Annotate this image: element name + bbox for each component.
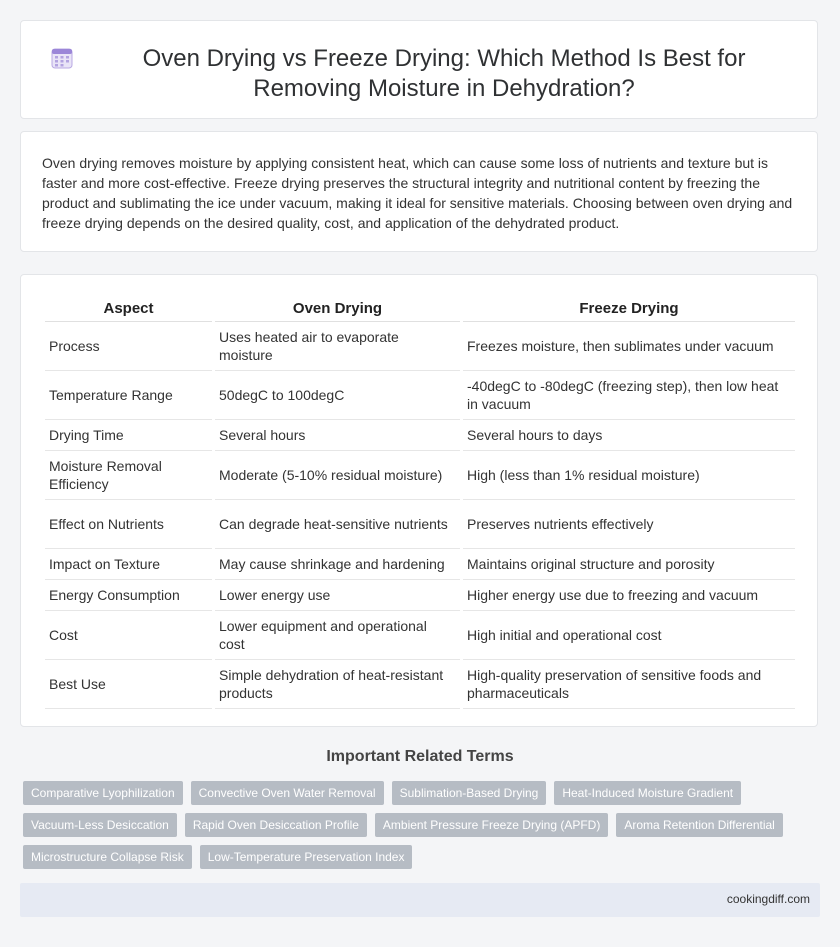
table-header-row bbox=[45, 295, 795, 322]
table-row bbox=[45, 580, 795, 611]
footer-site-link[interactable]: cookingdiff.com bbox=[726, 892, 810, 906]
table-cell: Several hours bbox=[215, 420, 460, 451]
related-term-tag[interactable]: Heat-Induced Moisture Gradient bbox=[554, 781, 741, 805]
table-cell: May cause shrinkage and hardening bbox=[215, 549, 460, 580]
comparison-table-card bbox=[20, 274, 818, 727]
table-row bbox=[45, 322, 795, 371]
column-header: Freeze Drying bbox=[463, 295, 795, 322]
column-header: Oven Drying bbox=[215, 295, 460, 322]
related-terms-heading: Important Related Terms bbox=[326, 748, 514, 765]
table-row bbox=[45, 371, 795, 420]
table-row bbox=[45, 660, 795, 709]
table-cell: Energy Consumption bbox=[45, 580, 212, 611]
related-term-tag[interactable]: Comparative Lyophilization bbox=[23, 781, 183, 805]
comparison-table bbox=[42, 295, 798, 709]
related-term-tag[interactable]: Vacuum-Less Desiccation bbox=[23, 813, 177, 837]
table-cell: Maintains original structure and porosity bbox=[463, 549, 795, 580]
intro-paragraph: Oven drying removes moisture by applying consistent heat, which can cause some loss of nutrients and texture but is faster and more cost-effective. Freeze drying preserves the structural integrity and nutritional content by freezing the product and sublimating the ice under vacuum, making it ideal for sensitive materials. Choosing between oven drying and freeze drying depends on the desired quality, cost, and application of the dehydrated product. bbox=[42, 155, 793, 231]
table-cell: High initial and operational cost bbox=[463, 611, 795, 660]
related-term-tag[interactable]: Ambient Pressure Freeze Drying (APFD) bbox=[375, 813, 608, 837]
table-row bbox=[45, 611, 795, 660]
related-term-tag[interactable]: Microstructure Collapse Risk bbox=[23, 845, 192, 869]
table-cell: Moisture Removal Efficiency bbox=[45, 451, 212, 500]
table-cell: Can degrade heat-sensitive nutrients bbox=[215, 500, 460, 549]
related-term-tag[interactable]: Rapid Oven Desiccation Profile bbox=[185, 813, 367, 837]
table-cell: Temperature Range bbox=[45, 371, 212, 420]
table-row bbox=[45, 451, 795, 500]
table-cell: High-quality preservation of sensitive foods and pharmaceuticals bbox=[463, 660, 795, 709]
table-cell: Best Use bbox=[45, 660, 212, 709]
table-cell: Simple dehydration of heat-resistant products bbox=[215, 660, 460, 709]
table-cell: Lower energy use bbox=[215, 580, 460, 611]
column-header: Aspect bbox=[45, 295, 212, 322]
related-terms-list bbox=[23, 781, 803, 869]
table-cell: Cost bbox=[45, 611, 212, 660]
table-cell: Freezes moisture, then sublimates under vacuum bbox=[463, 322, 795, 371]
table-cell: Several hours to days bbox=[463, 420, 795, 451]
title-card bbox=[20, 20, 818, 119]
intro-card bbox=[20, 131, 818, 252]
related-term-tag[interactable]: Sublimation-Based Drying bbox=[392, 781, 547, 805]
table-cell: 50degC to 100degC bbox=[215, 371, 460, 420]
table-row bbox=[45, 500, 795, 549]
table-cell: Impact on Texture bbox=[45, 549, 212, 580]
table-cell: Lower equipment and operational cost bbox=[215, 611, 460, 660]
table-cell: High (less than 1% residual moisture) bbox=[463, 451, 795, 500]
table-cell: Process bbox=[45, 322, 212, 371]
table-cell: Drying Time bbox=[45, 420, 212, 451]
table-row bbox=[45, 420, 795, 451]
footer bbox=[20, 883, 820, 917]
related-term-tag[interactable]: Convective Oven Water Removal bbox=[191, 781, 384, 805]
table-row bbox=[45, 549, 795, 580]
table-cell: Effect on Nutrients bbox=[45, 500, 212, 549]
table-cell: Preserves nutrients effectively bbox=[463, 500, 795, 549]
related-term-tag[interactable]: Aroma Retention Differential bbox=[616, 813, 783, 837]
related-term-tag[interactable]: Low-Temperature Preservation Index bbox=[200, 845, 413, 869]
page-title: Oven Drying vs Freeze Drying: Which Method Is Best for Removing Moisture in Dehydration? bbox=[142, 45, 746, 102]
table-cell: Uses heated air to evaporate moisture bbox=[215, 322, 460, 371]
table-cell: Moderate (5-10% residual moisture) bbox=[215, 451, 460, 500]
table-cell: Higher energy use due to freezing and vacuum bbox=[463, 580, 795, 611]
table-cell: -40degC to -80degC (freezing step), then low heat in vacuum bbox=[463, 371, 795, 420]
